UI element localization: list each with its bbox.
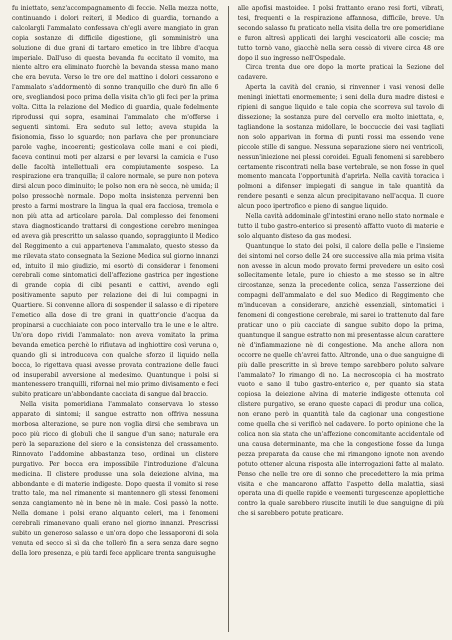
right-column — [238, 4, 445, 638]
right-paragraph-5: Quantunque lo stato dei polsi, il calore della pelle e l'insieme dei sintomi nel corso delle 24 ore successive alla mia prima visita non avesse in alcun modo provato fermi prevedere un esito così sollecitamente letale, pure io chiesto a me stesso se in altre circostanze, senza la precedente colica, senza l'asserzione dei compagni dell'ammalato e del suo Medico di Reggimento che m'inducevan a considerare, anzichè essenziali, sintomatici i fenomeni di congestione cerebrale, mi sarei io trattenuto dal fare praticar uno o più cacciate di sangue subito dopo la prima, quantunque il sangue estratto non mi presentasse alcun carattere nè d'infiammazione nè di congestione. Ma anche allora non occorre ne quelle ch'avrei fatto. Altronde, una o due sanguigne di più dalle prescritte in sì breve tempo sarebbero poluto salvare l'ammalato? Io rimango di no. La necroscopia ci ha mostrato vuoto e sano il tubo gastro-enterico e, per quanto sia stata copiosa la deiezione alvina di materie indigeste ottenuta col clistere purgativo, se erano queste capaci di produr una colica, non erano però in quantità tale da cagionar una congestione come quella che si verificò nel cadavere. Io porto opinione che la colica non sia stata che un'affezione concomitante accidentale od una causa determinante, ma che la congestione fosse da lunga pezza preparata da cause che mi rimangono ignote non avendo potuto ottener alcuna risposta alle interrogazioni fatte al malato. Penso che nelle tre ore di sonno che precedettero la mia prima visita e che mancarono affatto l'aspetto della malattia, siasi operata una di quelle rapide e veementi turgescenze apoplettiche contro la quale sarebbero riuscite inutili le due sanguigne di più che si sarebbero potute praticare. — [237, 242, 444, 518]
left-paragraph-1: fu iniettato, senz'accompagnamento di feccie. Nella mezza notte, continuando i dolori reiteri, il Medico di guardia, tornando a calcolargli l'ammalato confessava ch'egli avere mangiato in gran copia sostanze di difficile digestione, gli somministrò una soluzione di due grani di tartaro emetico in tre libbre d'acqua imperiale. Dall'uso di questa bevanda fu eccitato il vomito, ma niente altro era eliminato fuorchè la bevanda stessa mano mano che era bevuta. Verso le tre ore del mattino i dolori cessarono e l'ammalato s'addormentò di sonno tranquillo che durò fin alle 6 ore, svegliandosi poco prima della visita ch'io gli feci per la prima volta. Citta la relazione del Medico di guardia, quale fedelmente riprodussi qui sopra, esaminai l'ammalato che m'offerse i seguenti sintomi. Era seduto sul letto; aveva stupida la fisionomia, fisso lo sguardo; non parlava che per pronunciare parole vaghe, incoerenti; gesticolava colle mani e coi piedi, faceva continui moti per alzarsi e per levarsi la camicia e l'uso delle facoltà intellettuali era compiutamente sospeso. La respirazione era tranquilla; il calore normale, se pure non poteva dirsi alcun poco diminuito; le polso non era nè secca, nè umida; il polso pressochè normale. Dopo molta insistenza pervenni ben presto a farmi mostrare la lingua la qual era facciosa, tremola e non più atta ad articolare parola. Dal complesso dei fenomeni stava diagnosticando trattarsi di congestione cerebro meningea ed aveva già prescritto un salasso quando, sopraggiunto il Medico del Reggimento a cui apparteneva l'ammalato, questo stesso da me rilevata stato consegnata la Sezione Medica sul giorno innanzi ed, intuito il mio giudizio, mi esortò di considerar i fenomeni cerebrali come sintomatici dell'affezione gastrica per ingestione di grande copia di cibi pesanti e cattivi, avendo egli positivamente saputo per relazione dei di lui compagni in Quartiere. Si convenne allora di sospender il salasso e di ripetere l'emetico alla dose di tre grani in quattr'oncie d'acqua da propinarsi a cucchiaiate con poco intervallo tra le une e le altre. Un'ora dopo rividi l'ammalato: non aveva vomitato la prima bevanda emetica perchè lo rifiutava ad inghiottire così veruna o, quando gli si introduceva con qualche sforzo il liquido nella bocca, lo rigettava quasi avesse provata contrazione delle fauci od insuperabil avversione al medesimo. Quantunque i polsi si mantenessero tranquilli, rifornai nel mio primo divisamento e feci subito praticare un'abbondante cacciata di sangue dal braccio. — [12, 5, 219, 399]
right-paragraph-1: alle apofisi mastoidee. I polsi frattanto erano resi forti, vibrati, tesi, frequenti e la respirazione affannosa, difficile, breve. Un secondo salasso fu praticato nella visita della tre ore pomeridiane e furon altresì applicati dei larghi vescicatorii alle coscie; ma tutto tornò vano, giacchè nella sera cessò di vivere circa 48 ore dopo il suo ingresso nell'Ospedale. — [237, 5, 444, 62]
column-divider — [228, 6, 229, 632]
right-paragraph-4: Nella cavità addominale gl'intestini erano nello stato normale e tutto il tubo gastro-enterico si presentò affatto vuoto di materie e solo alquanto disteso da gas modesi. — [237, 213, 444, 240]
text-columns — [12, 4, 444, 638]
left-column — [12, 4, 219, 638]
left-paragraph-2: Nella visita pomeridiana l'ammalato conservava lo stesso apparato di sintomi; il sangue estratto non offriva nessuna morbosa alterazione, se pure non voglia dirsi che sembrava un poco più ricco di globuli che il sangue d'un sano; naturale era però la separazione del siero e la consistenza del crassamento. Rinnovato l'addomine abbastanza teso, ordinai un clistere purgativo. Per bocca era impossibile l'introduzione d'alcuna medicina. Il clistere produsse una sola deiezione alvina, ma abbondante e di materie indigeste. Dopo questa il vomito si rese tratto tale, ma nel rimanente si mantennero gli stessi fenomeni senza cangiamento nè in bene nè in male. Così passò la notte. Nella domane i polsi erano alquanto celeri, ma i fenomeni cerebrali rimanevano quali erano nel giorno innanzi. Prescrissi subito un generoso salasso e un'ora dopo che lessaporoni di sola venuta ed secco sì sì da che tollerò fin a sera senza dare segno della loro presenza, e più tardi fece applicare trenta sanguisughe — [12, 401, 219, 557]
right-paragraph-2: Circa trenta due ore dopo la morte praticai la Sezione del cadavere. — [237, 64, 444, 82]
right-paragraph-3: Aperta la cavità del cranio, si rinvenner i vasi venosi delle meningi iniettati enormemente; i seni della dura madre distesi e ripieni di sangue liquido e tale copia che scorreva sul tavolo di dissezione; la sostanza pure del cervello era molto iniettata, e, tagliandone la sostanza midollare, le boccuccie dei vasi tagliati non solo apparivan in forma di punti rossi ma essendo vene piccole stille di sangue. Nessuna separazione siero nei ventricoli, nessun'iniezione nei plessi coroidei. Eguali fenomeni si sarebbero certamente riscontrati nella base vertebrale, se non fosse in quel momento mancata l'opportunità d'aprirla. Nella cavità toracica i polmoni a difenser impiegati di sangue in tale quantità da rendere pesanti e senza alcun precipitavano nell'acqua. Il cuore alcun poco ipertrofico e pieno di sangue liquido. — [237, 84, 444, 211]
